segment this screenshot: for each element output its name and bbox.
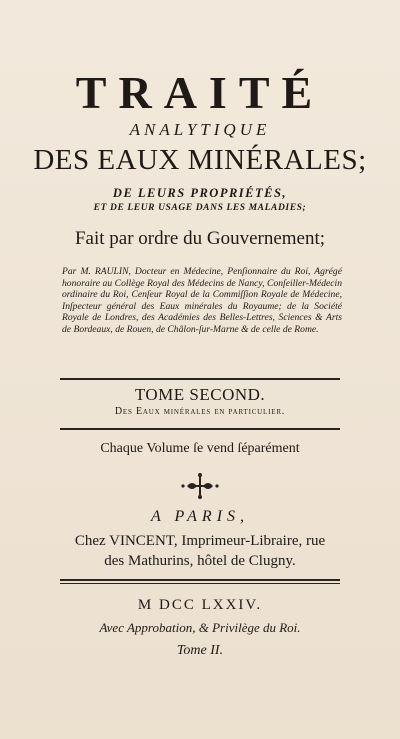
subtitle-gouvernement: Fait par ordre du Gouvernement; [74,228,326,249]
subtitle-eaux-minerales: DES EAUX MINÉRALES; [33,144,367,176]
publisher-line-2: des Mathurins, hôtel de Clugny. [104,553,296,569]
publication-place: A PARIS, [150,508,250,525]
bottom-rule-thick [60,579,340,581]
publisher-line-1: Chez VINCENT, Imprimeur-Libraire, rue [74,533,326,549]
bottom-rule-thin [60,583,340,584]
tome-subtitle: Des Eaux minérales en particulier. [114,406,286,417]
book-title: TRAITÉ [75,67,325,118]
publication-date: M DCC LXXIV. [137,597,263,613]
mid-rule-thick [60,428,340,430]
approbation-privilege: Avec Approbation, & Privilège du Roi. [99,620,301,635]
sale-notice: Chaque Volume ſe vend ſéparément [100,441,300,456]
fleuron-ornament-icon [179,472,221,500]
volume-mark: Tome II. [176,643,224,658]
subtitle-proprietes: DE LEURS PROPRIÉTÉS, [112,186,288,200]
author-credits: Par M. RAULIN, Docteur en Médecine, Penſionnaire du Roi, Agrégé honoraire au Collège Royal des Médecins de Nancy, Conſeiller-Médecin ordinaire du Roi, Cenſeur Royal de la Commiſſion Royale de Médecine, Inſpecteur général des Eaux minérales du Royaume; de la Société Royale de Londres, des Académies des Belles-Lettres, Sciences & Arts de Bordeaux, de Rouen, de Châlon-ſur-Marne & de celle de Rome. [62,266,342,335]
subtitle-analytique: ANALYTIQUE [129,120,271,139]
top-rule-thick [60,378,340,380]
subtitle-usage: ET DE LEUR USAGE DANS LES MALADIES; [93,203,307,213]
tome-heading: TOME SECOND. [134,385,266,404]
